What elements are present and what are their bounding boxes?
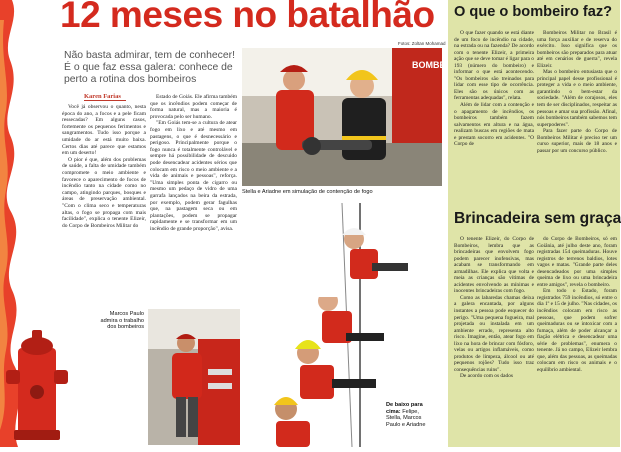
paragraph: O tenente Elizeir, do Corpo de Bombeiros, lembra que as brincadeiras que envolvem fogo podem parecer inofensivas, mas acabam se transformando em armadilhas. Ele explica que volta e meia as crianças são vítimas de acidentes envolvendo as mínimas e inocentes brincadeiras com fogo. bbox=[454, 236, 534, 295]
article-column-2 bbox=[150, 94, 237, 232]
headline: 12 meses no batalhão bbox=[60, 0, 435, 35]
paragraph: Bombeiros Militar no Brasil é uma força auxiliar e de reserva do exército. Isso significa que os bombeiros são preparados para atuar até em cenários de guerra", revela Elizeir. bbox=[537, 30, 617, 69]
paragraph: Para fazer parte do Corpo de Bombeiros Militar é preciso ter um curso superior, mais de 18 anos e passar por um concurso público. bbox=[537, 128, 617, 154]
svg-text:BOMBE: BOMBE bbox=[412, 60, 446, 70]
paragraph: Em todo o Estado, foram registrados 759 incêndios, só entre o dia 1º e 15 de julho. "Nas cidades, os incêndios colocam em risco as pessoas, que podem sofrer queimaduras ou se intoxicar com a fumaça, além de poder alcançar a fiação elétrica e desencadear uma série de problemas", enumera o tenente. Já no campo, Elizeir lembra que, além das pessoas, as queimadas colocam em risco os animais e o equilíbrio ambiental. bbox=[537, 288, 617, 373]
flame-decoration-icon bbox=[0, 0, 58, 447]
sidebar-column-2 bbox=[537, 30, 617, 154]
caption-names: Felipe, Stella, Marcos Paulo e Ariadne bbox=[386, 408, 426, 428]
sidebar-column-4 bbox=[537, 236, 617, 373]
paragraph: Mas o bombeiro entusiasta que o principal papel desse profissional é proteger a vida e o meio ambiente, garantindo o bem-estar da sociedade. "Além de corajosos, eles tem de ser disciplinados, respeitar as pessoas e amar sua profissão. Afinal, nós bombeiros também sabemos tem superpoderes". bbox=[537, 69, 617, 128]
article-column-1 bbox=[62, 104, 146, 229]
caption-marcos-paulo: Marcos Paulo admira o trabalho dos bombeiros bbox=[100, 311, 144, 330]
photo-marcos-paulo bbox=[148, 309, 240, 445]
paragraph: Além de lidar com a contenção e o apagamento de incêndios, os bombeiros também fazem salvamentos em altura e na água, realizam buscas em regiões de mata e prestam socorro em acidentes. "O Corpo de bbox=[454, 102, 534, 148]
photo-fire-simulation-image bbox=[242, 48, 446, 186]
caption-fire-simulation: Stella e Ariadne em simulação de contenção de fogo bbox=[242, 189, 373, 195]
paragraph: Estado de Goiás. Ele afirma também que os incêndios podem começar de forma natural, mas a maioria é provocada pelo ser humano. bbox=[150, 94, 237, 120]
paragraph: Você já observou o quanto, nesta época do ano, a focos e a pele ficam ressecadas? Em alguns casos, fortemente os pequenos ferimentos e sangramentos. Tudo isso porque a umidade do ar está muito baixa. Certos dias até parece que estamos em um deserto! bbox=[62, 104, 146, 157]
paragraph: O que fazer quando se está diante de um foco de incêndio na cidade, na estrada ou na fazenda? De acordo com o tenente Elizeir, a primeira ação que se deve tomar é ligar para o 193 (número do bombeiro) e informar o que está acontecendo. "Os bombeiros são treinados para lidar com esse tipo de ocorrência. Eles são os únicos com as ferramentas adequadas", relata. bbox=[454, 30, 534, 102]
sidebar-column-1 bbox=[454, 30, 534, 148]
paragraph: Como as labaredas chamas deixa a galera encantada, por alguns instantes a pessoa pode esquecer do perigo. "Uma pequena fogueira, mal projetada ou instalada em um ambiente errado, representa alto risco. Imagine, então, atear fogo em lixo na hora de brincar com fósforo, velas ou artigos inflamáveis, como produtos de limpeza, álcool ou até pequenos rojões? Tudo isso traz consequências ruins". bbox=[454, 294, 534, 373]
photo-fire-simulation bbox=[242, 48, 446, 186]
photo-credit: Fotos: Zoltan Mohamad bbox=[398, 41, 446, 46]
paragraph: "Em Goiás tem-se a cultura de atear fogo em lixo e até mesmo em pastagens, o que é desnecessário e perigoso. Principalmente porque o fogo nunca é totalmente controlável e sempre há possibilidade de descuido pode desencadear acidentes sérios que colocam em risco o meio ambiente e a vida de animais e pessoas", reforça. "Uma simples ponta de cigarro ou mesmo um pedaço de vidro de uma garrafa lançados na beira da estrada, por exemplo, podem gerar fagulhas que, na pastagem seca ou em plantações, podem se propagar rapidamente e se transformar em um incêndio de grande proporção", avisa. bbox=[150, 120, 237, 232]
paragraph: De acordo com os dados bbox=[460, 373, 513, 380]
deck: Não basta admirar, tem de conhecer! É o que faz essa galera: conhece de perto a rotina dos bombeiros bbox=[64, 50, 235, 86]
caption-climbing-kids bbox=[386, 402, 432, 428]
sidebar-title-dangerous-play: Brincadeira sem graça bbox=[454, 210, 621, 227]
paragraph: O pior é que, além dos problemas de saúde, a falta de umidade também compromete o meio ambiente e favorece o aparecimento de focos de incêndio tanto na cidade como no campo, atingindo parques, bosques e áreas de preservação ambiental. "Com o clima seco e temperaturas altas, o fogo se propaga com mais facilidade", explica o tenente Elizeir, do Corpo de Bombeiros Militar do bbox=[62, 156, 146, 229]
author-byline: Karen Farias bbox=[84, 93, 126, 101]
sidebar-title-firefighter: O que o bombeiro faz? bbox=[454, 4, 613, 20]
caption-bold-part: De baixo para cima: bbox=[386, 402, 423, 415]
sidebar-panel bbox=[448, 0, 620, 447]
paragraph: do Corpo de Bombeiros, só em Goiânia, até julho deste ano, foram registradas 154 queimaduras. Houve registros de terrenos baldios, lotes vagos e matas. "Grande parte deles desencadeados por uma simples queima de lixo ou uma brincadeira entre amigos", revela o bombeiro. bbox=[537, 236, 617, 288]
photo-marcos-paulo-image bbox=[148, 309, 240, 445]
sidebar-column-3 bbox=[454, 236, 534, 380]
